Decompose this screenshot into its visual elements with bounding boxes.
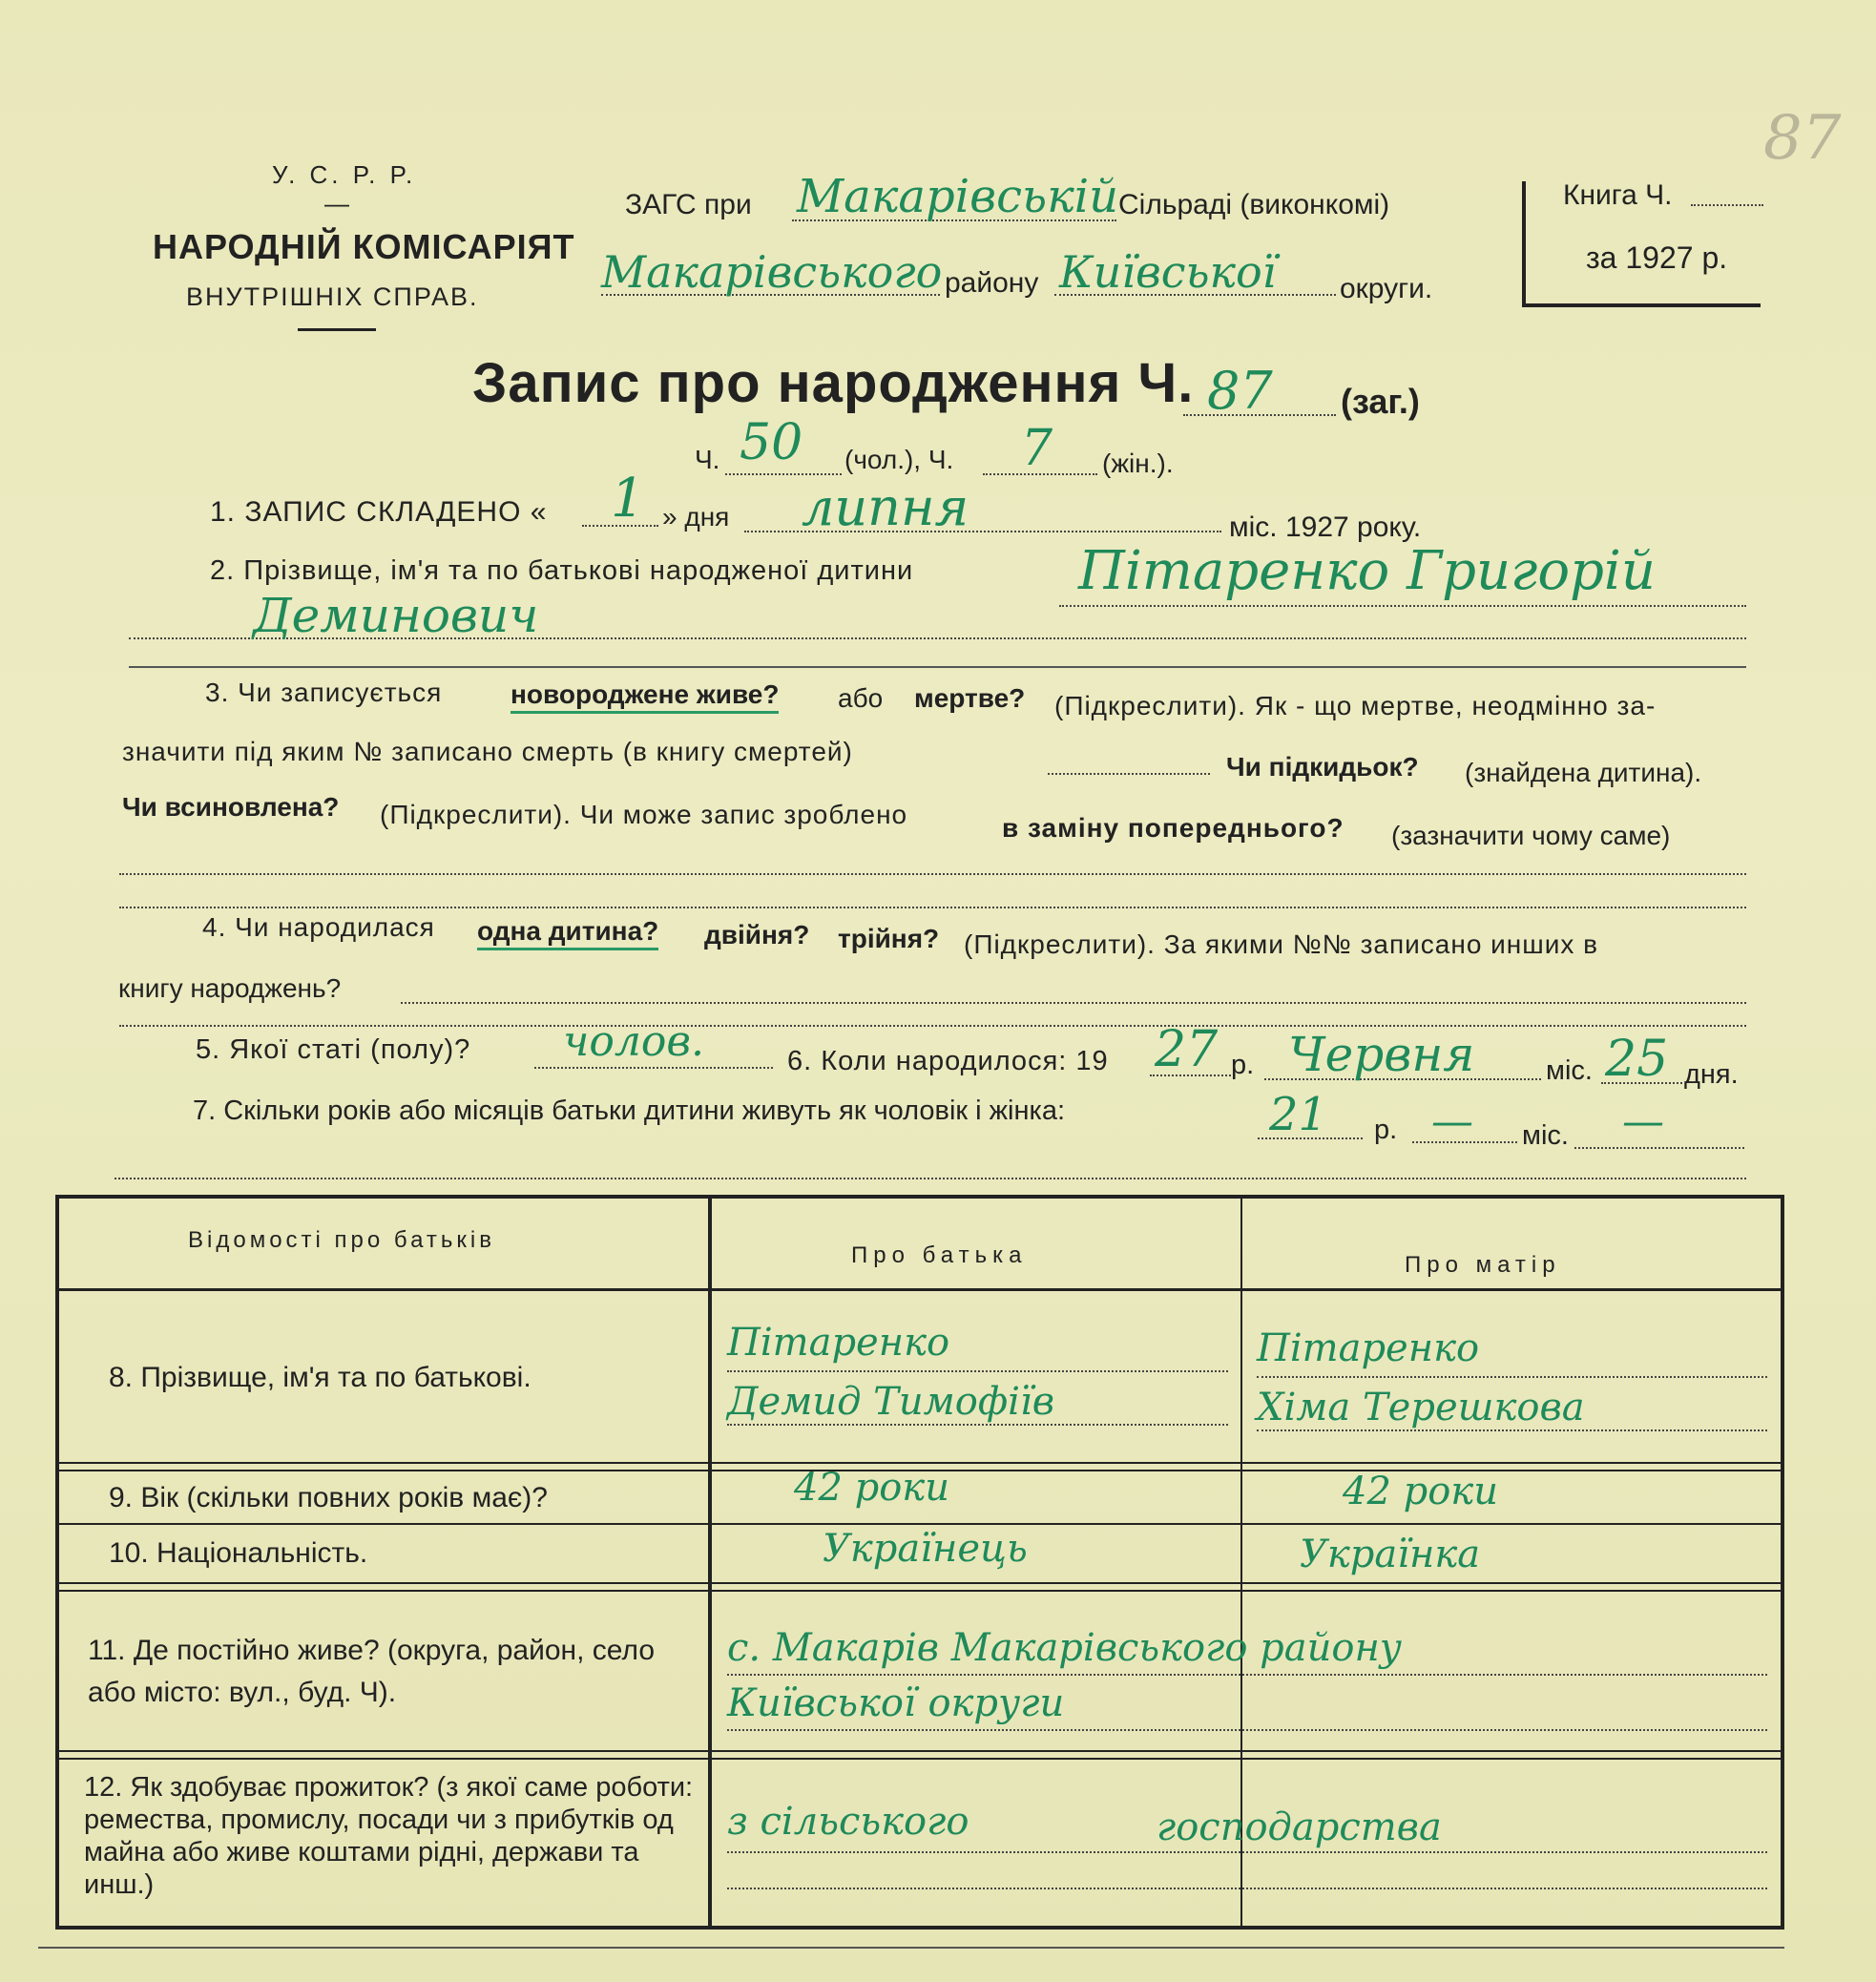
row11-line1 (727, 1674, 1767, 1676)
book-box-left (1522, 181, 1526, 307)
item1-month-handwritten: липня (802, 477, 969, 537)
female-label: (жін.). (1102, 449, 1174, 478)
district-label: району (945, 267, 1039, 299)
row12-line1 (727, 1851, 1767, 1853)
row12-mother-handwritten: господарства (1157, 1805, 1442, 1849)
male-number-handwritten: 50 (740, 414, 803, 471)
item7-months-handwritten-2: — (1622, 1097, 1664, 1146)
row11-label: 11. Де постійно живе? (округа, район, село або місто: вул., буд. Ч). (88, 1635, 656, 1708)
row11-rule-b (59, 1758, 1781, 1760)
male-label: (чол.), Ч. (844, 445, 954, 474)
item3-line2: значити під яким № записано смерть (в книгу смертей) (122, 737, 853, 766)
table-col-divider-1 (708, 1199, 712, 1926)
item2-rule (129, 666, 1746, 668)
item6-day-handwritten: 25 (1605, 1031, 1669, 1088)
item3-death-number-line (1048, 773, 1210, 775)
item1-mid: » дня (662, 502, 730, 532)
item6-month-handwritten: Червня (1288, 1027, 1475, 1082)
item6-dnya: дня. (1684, 1059, 1739, 1090)
item3-alive-underlined: новороджене живе? (511, 679, 779, 714)
item4-numbers-line (401, 1002, 1746, 1004)
female-number-handwritten: 7 (1021, 420, 1053, 477)
record-title: Запис про народження Ч. (472, 352, 1195, 414)
item3-line3-end: (зазначити чому саме) (1391, 821, 1671, 850)
row10-father-handwritten: Українець (823, 1527, 1028, 1571)
item3-found-note: (знайдена дитина). (1465, 758, 1702, 787)
item7-r: р. (1374, 1115, 1398, 1145)
row9-mother-handwritten: 42 роки (1343, 1470, 1498, 1513)
record-suffix: (заг.) (1341, 382, 1420, 421)
item4-a: 4. Чи народилася (202, 912, 435, 942)
book-year: за 1927 р. (1586, 240, 1728, 275)
internal-affairs-label: ВНУТРІШНІХ СПРАВ. (186, 282, 479, 311)
item6-label: 6. Коли народилося: 19 (787, 1046, 1109, 1076)
parents-table (55, 1195, 1784, 1930)
header-rule (298, 328, 376, 331)
row11-rule (59, 1750, 1781, 1752)
item3-line5 (119, 907, 1746, 908)
item1-prefix: 1. ЗАПИС СКЛАДЕНО « (210, 496, 548, 528)
item3-adopted: Чи всиновлена? (122, 792, 340, 822)
district-handwritten: Макарівського (601, 246, 943, 298)
row8-father-handwritten: Пітаренко Демид Тимофіїв (727, 1321, 1055, 1424)
item2-name-handwritten: Пітаренко Григорій (1078, 540, 1656, 602)
item5-handwritten: чолов. (563, 1017, 704, 1066)
item5-line (534, 1067, 773, 1069)
item7-mis: міс. (1522, 1120, 1569, 1151)
item3-foundling: Чи підкидьок? (1226, 752, 1419, 782)
table-header-father: Про батька (851, 1242, 1028, 1268)
row11-mother-handwritten: Київської округи (727, 1681, 1065, 1725)
item7-months-handwritten: — (1431, 1097, 1473, 1146)
item3-alive (511, 679, 779, 710)
ussr-label: У. С. Р. Р. (272, 160, 417, 189)
item6-r: р. (1231, 1050, 1255, 1080)
table-header-rule (59, 1288, 1781, 1291)
item7-end-line (1574, 1147, 1744, 1149)
item4-line2: книгу народжень? (118, 973, 342, 1003)
item3-a: 3. Чи записується (205, 678, 443, 707)
corner-number: 87 (1763, 103, 1842, 174)
item2-label: 2. Прізвище, ім'я та по батькові народженої дитини (210, 555, 914, 586)
row9-label: 9. Вік (скільки повних років має)? (109, 1482, 548, 1513)
item4-line3 (119, 1025, 1746, 1027)
item3-b: або (838, 683, 884, 713)
row12-line2 (727, 1888, 1767, 1889)
header-dash: — (324, 189, 349, 218)
row8-label: 8. Прізвище, ім'я та по батькові. (109, 1362, 532, 1393)
okrug-label: округи. (1340, 273, 1433, 304)
row12-label: 12. Як здобуває прожиток? (з якої саме роботи: ремества, промислу, посади чи з прибутків од майна або живе коштами рідні, держави та инш.) (84, 1772, 694, 1900)
item4-triplets: трійня? (838, 924, 940, 953)
male-number-line (725, 473, 842, 475)
commissariat-title: НАРОДНІЙ КОМІСАРІЯТ (153, 227, 575, 266)
okrug-handwritten: Київської (1059, 246, 1277, 298)
zags-village-handwritten: Макарівській (797, 170, 1119, 223)
book-label: Книга Ч. (1563, 179, 1673, 211)
row10-mother-handwritten: Українка (1300, 1533, 1481, 1576)
row10-label: 10. Національність. (109, 1537, 368, 1569)
row12-father-handwritten: з сільського (727, 1800, 969, 1844)
row8-rule (59, 1462, 1781, 1464)
item4-one-underlined: одна дитина? (477, 916, 658, 950)
item3-c: (Підкреслити). Як - що мертве, неодмінно за- (1054, 691, 1657, 720)
item6-year-handwritten: 27 (1155, 1021, 1219, 1078)
item3-replace: в заміну попереднього? (1002, 813, 1344, 843)
item7-line2 (115, 1178, 1746, 1179)
row9-father-handwritten: 42 роки (794, 1466, 949, 1510)
ch-label: Ч. (695, 445, 720, 474)
item1-suffix: міс. 1927 року. (1229, 511, 1422, 543)
row11-line2 (727, 1729, 1767, 1731)
item3-dead: мертве? (914, 683, 1026, 713)
book-box-bottom (1522, 303, 1761, 307)
row10-rule (59, 1582, 1781, 1584)
item3-line4 (119, 873, 1746, 875)
row10-rule-b (59, 1590, 1781, 1592)
zags-suffix: Сільраді (виконкомі) (1118, 189, 1390, 220)
row11-father-handwritten: с. Макарів Макарівського району (727, 1626, 1402, 1670)
row9-rule (59, 1523, 1781, 1525)
book-line (1691, 204, 1763, 206)
item4-one (477, 916, 658, 947)
row8-mother-handwritten: Пітаренко Хіма Терешкова (1257, 1326, 1585, 1429)
item4-twins: двійня? (704, 920, 810, 949)
item7-label: 7. Скільки років або місяців батьки дитини живуть як чоловік і жінка: (193, 1095, 1066, 1126)
item6-mis: міс. (1546, 1055, 1593, 1086)
item3-line3-mid: (Підкреслити). Чи може запис зроблено (380, 800, 908, 829)
table-header-mother: Про матір (1405, 1252, 1561, 1278)
bottom-edge-rule (38, 1947, 1784, 1949)
table-header-info: Відомості про батьків (188, 1227, 495, 1253)
item4-b: (Підкреслити). За якими №№ записано инших в (964, 929, 1599, 959)
zags-prefix: ЗАГС при (625, 189, 752, 220)
item5-label: 5. Якої статі (полу)? (196, 1034, 471, 1065)
item2-name-line (1059, 605, 1746, 607)
item2-patronymic-handwritten: Деминович (253, 588, 539, 643)
record-number-handwritten: 87 (1207, 361, 1273, 421)
item1-day-handwritten: 1 (611, 468, 645, 530)
item7-years-handwritten: 21 (1269, 1088, 1328, 1141)
